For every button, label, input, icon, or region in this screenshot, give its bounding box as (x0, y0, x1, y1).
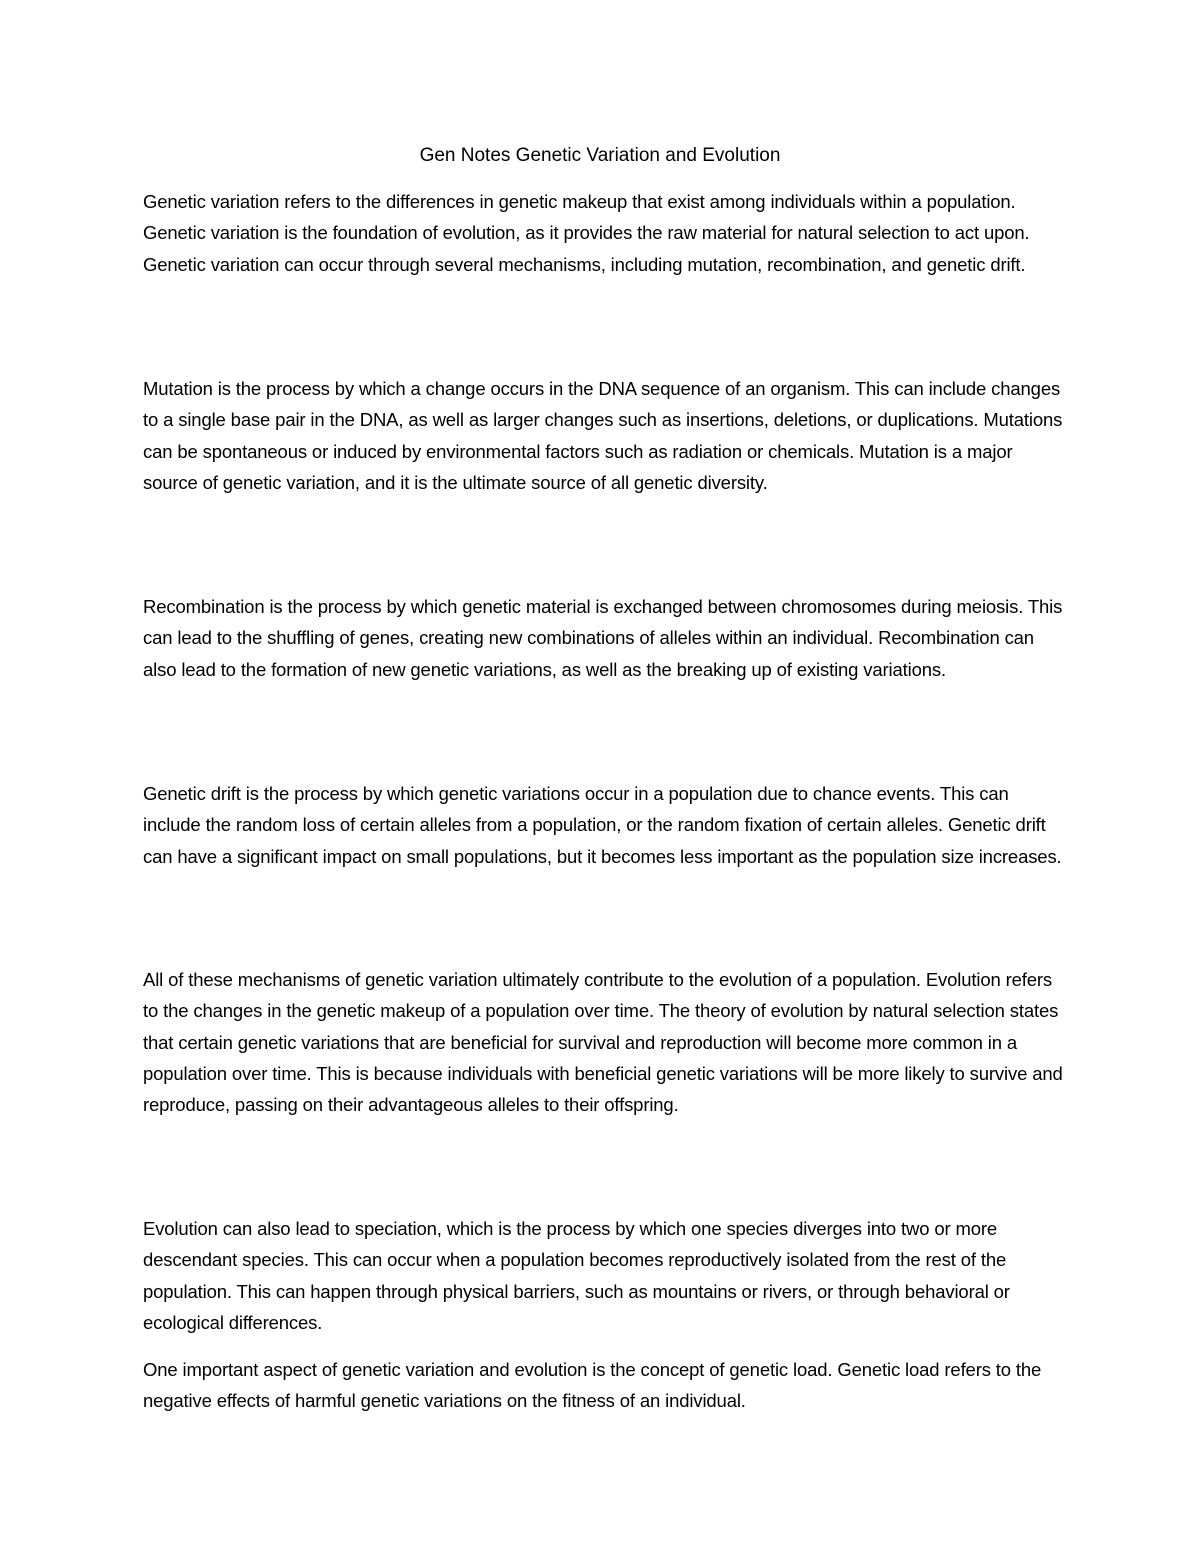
paragraph-genetic-variation: Genetic variation refers to the differences in genetic makeup that exist among individuals within a population. Genetic variation is the foundation of evolution, as it provides the raw material for natural selection to act upon. Genetic variation can occur through several mechanisms, including mutation, recombination, and genetic drift. (143, 191, 1030, 275)
paragraph-mutation: Mutation is the process by which a change occurs in the DNA sequence of an organism. This can include changes to a single base pair in the DNA, as well as larger changes such as insertions, deletions, or duplications. Mutations can be spontaneous or induced by environmental factors such as radiation or chemicals. Mutation is a major source of genetic variation, and it is the ultimate source of all genetic diversity. (143, 378, 1063, 493)
paragraph-genetic-drift: Genetic drift is the process by which genetic variations occur in a population due to chance events. This can include the random loss of certain alleles from a population, or the random fixation of certain alleles. Genetic drift can have a significant impact on small populations, but it becomes less important as the population size increases. (143, 783, 1062, 867)
paragraph-genetic-load: One important aspect of genetic variation and evolution is the concept of genetic load. Genetic load refers to the negative effects of harmful genetic variations on the fitness of an individual. (143, 1359, 1042, 1412)
page-title: Gen Notes Genetic Variation and Evolution (419, 145, 781, 166)
paragraph-recombination: Recombination is the process by which genetic material is exchanged between chromosomes during meiosis. This can lead to the shuffling of genes, creating new combinations of alleles within an individual. Recombination can also lead to the formation of new genetic variations, as well as the breaking up of existing variations. (143, 596, 1063, 680)
paragraph-speciation: Evolution can also lead to speciation, which is the process by which one species diverges into two or more descendant species. This can occur when a population becomes reproductively isolated from the rest of the population. This can happen through physical barriers, such as mountains or rivers, or through behavioral or ecological differences. (143, 1218, 1010, 1333)
paragraph-evolution: All of these mechanisms of genetic variation ultimately contribute to the evolution of a population. Evolution refers to the changes in the genetic makeup of a population over time. The theory of evolution by natural selection states that certain genetic variations that are beneficial for survival and reproduction will become more common in a population over time. This is because individuals with beneficial genetic variations will be more likely to survive and reproduce, passing on their advantageous alleles to their offspring. (143, 969, 1063, 1116)
